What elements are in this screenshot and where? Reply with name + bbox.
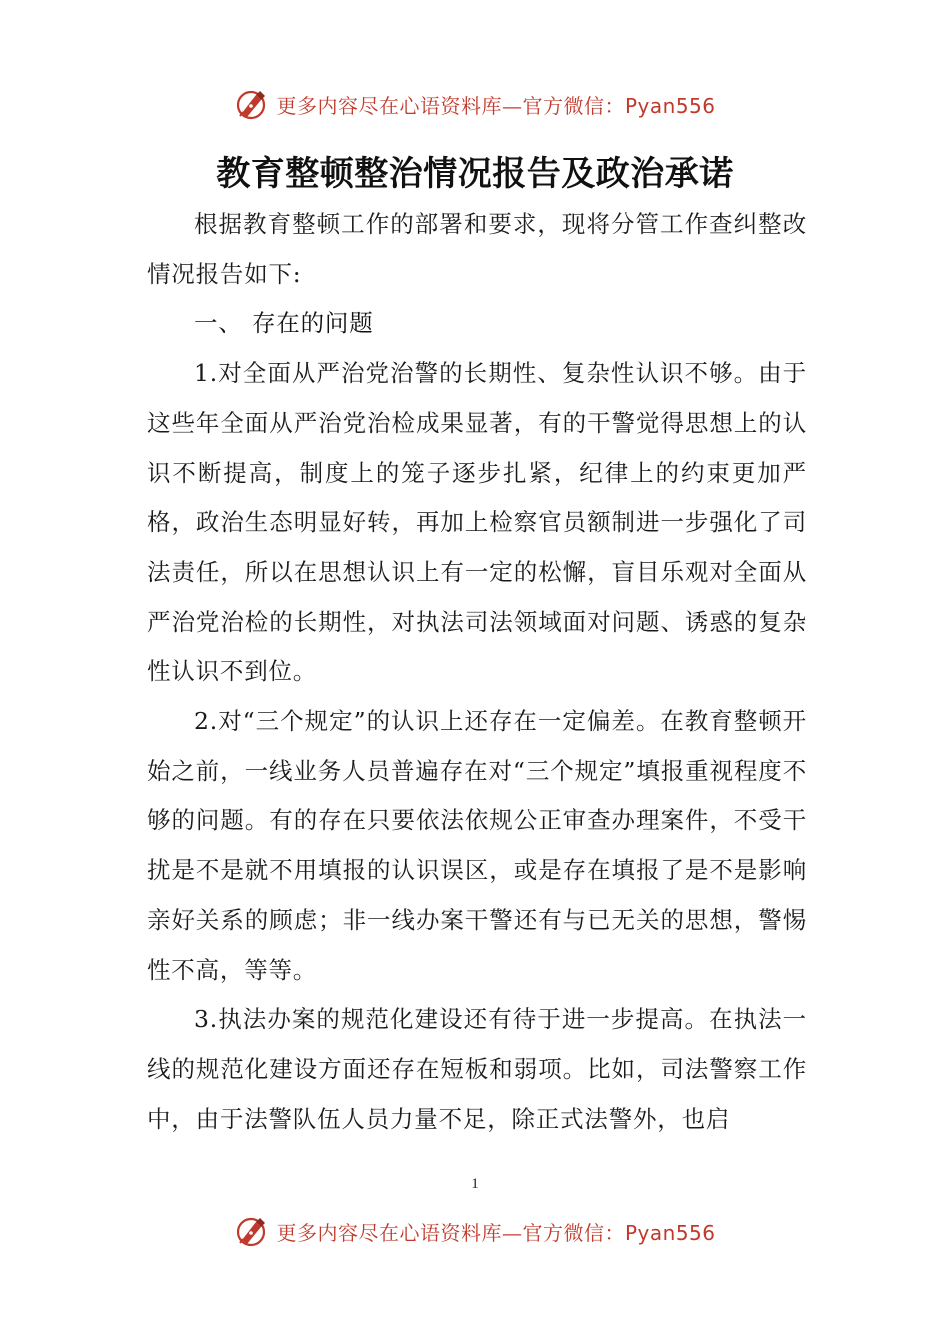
document-body (147, 200, 807, 1144)
watermark-banner-top (0, 84, 950, 124)
section-title: 存在的问题 (252, 309, 374, 338)
watermark-text: 更多内容尽在心语资料库—官方微信：Pyan556 (276, 93, 716, 118)
pen-nib-logo-icon (234, 86, 270, 122)
watermark-text: 更多内容尽在心语资料库—官方微信：Pyan556 (276, 1220, 716, 1245)
watermark-banner-bottom (0, 1211, 950, 1251)
section-number: 一、 (194, 309, 243, 338)
paragraph-2: 2.对“三个规定”的认识上还存在一定偏差。在教育整顿开始之前，一线业务人员普遍存在对“三个规定”填报重视程度不够的问题。有的存在只要依法依规公正审查办理案件，不受干扰是不是就不用填报的认识误区，或是存在填报了是不是影响亲好关系的顾虑；非一线办案干警还有与已无关的思想，警惕性不高，等等。 (147, 707, 807, 984)
intro-paragraph: 根据教育整顿工作的部署和要求，现将分管工作查纠整改情况报告如下: (147, 210, 807, 288)
paragraph-3: 3.执法办案的规范化建设还有待于进一步提高。在执法一线的规范化建设方面还存在短板和弱项。比如，司法警察工作中，由于法警队伍人员力量不足，除正式法警外，也启 (147, 1005, 807, 1133)
pen-nib-logo-icon (234, 1213, 270, 1249)
document-title: 教育整顿整治情况报告及政治承诺 (216, 154, 734, 194)
section-heading (147, 299, 807, 349)
paragraph-1: 1.对全面从严治党治警的长期性、复杂性认识不够。由于这些年全面从严治党治检成果显著，有的干警觉得思想上的认识不断提高，制度上的笼子逐步扎紧，纪律上的约束更加严格，政治生态明显好转，再加上检察官员额制进一步强化了司法责任，所以在思想认识上有一定的松懈，盲目乐观对全面从严治党治检的长期性，对执法司法领域面对问题、诱惑的复杂性认识不到位。 (147, 359, 807, 686)
page-number: 1 (471, 1176, 479, 1192)
